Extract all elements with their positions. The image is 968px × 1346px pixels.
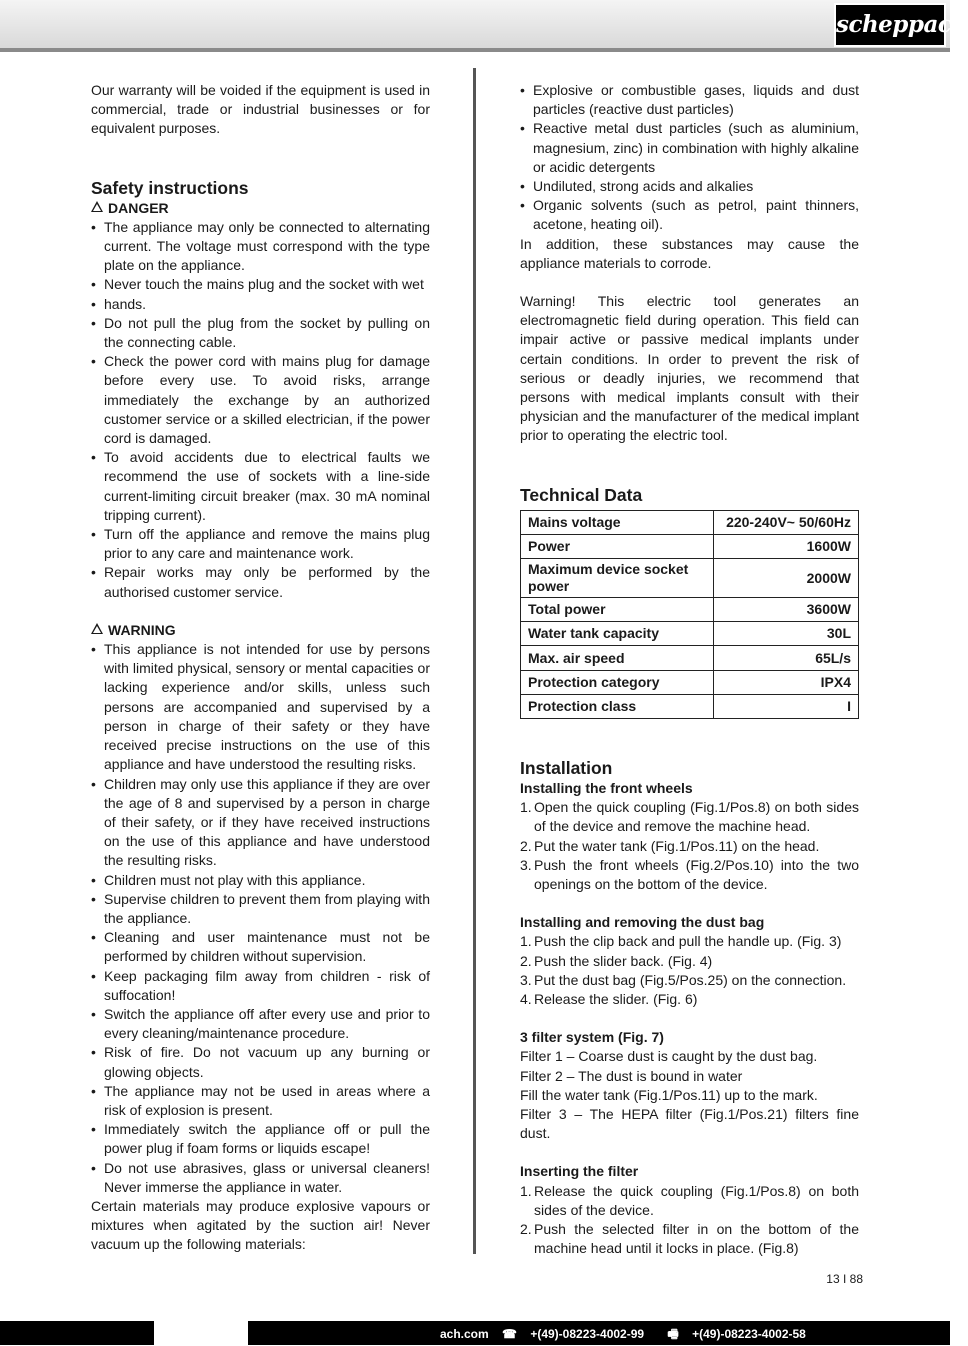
installation-title: Installation (520, 757, 613, 778)
list-item: • Organic solvents (such as petrol, paint thinners, acetone, heating oil). (520, 196, 859, 234)
list-item: • Explosive or combustible gases, liquids and dust particles (reactive dust particles) (520, 81, 859, 119)
website-link[interactable]: ach.com (440, 1327, 489, 1341)
danger-heading: DANGER (91, 199, 430, 218)
left-column (91, 81, 430, 1255)
filter-line: Filter 2 – The dust is bound in water (520, 1067, 743, 1084)
list-item: 2. Push the selected filter in on the bottom of the machine head until it locks in place. (Fig.8) (520, 1221, 859, 1257)
table-row: Protection class I (521, 694, 859, 718)
wheels-steps (520, 798, 859, 894)
list-item: 1. Release the quick coupling (Fig.1/Pos.8) on both sides of the device. (520, 1182, 859, 1218)
phone-number: +(49)-08223-4002-99 (530, 1327, 645, 1341)
list-item: 3. Put the dust bag (Fig.5/Pos.25) on the connection. (520, 971, 847, 988)
page-number: 13 I 88 (826, 1272, 863, 1286)
filter-line: Fill the water tank (Fig.1/Pos.11) up to the mark. (520, 1086, 818, 1103)
list-item: 3. Push the front wheels (Fig.2/Pos.10) into the two openings on the bottom of the device. (520, 856, 859, 892)
footer-contact (440, 1325, 826, 1346)
list-item: • Turn off the appliance and remove the mains plug prior to any care and maintenance work. (91, 525, 430, 563)
list-item: • Immediately switch the appliance off or pull the power plug if foam forms or liquids escape! (91, 1120, 430, 1158)
warning-heading: WARNING (91, 621, 430, 640)
safety-title: Safety instructions (91, 177, 249, 198)
list-item: 2. Put the water tank (Fig.1/Pos.11) on the head. (520, 837, 820, 854)
dustbag-steps (520, 932, 859, 1009)
filter-line: Filter 3 – The HEPA filter (Fig.1/Pos.21) filters fine dust. (520, 1106, 859, 1142)
warranty-text: Our warranty will be voided if the equipment is used in commercial, trade or industrial businesses or for equivalent purposes. (91, 82, 430, 137)
brand-logo: scheppach (834, 3, 946, 47)
table-row: Total power 3600W (521, 598, 859, 622)
danger-list (91, 218, 430, 602)
list-item: • Do not use abrasives, glass or universal cleaners! Never immerse the appliance in water. (91, 1159, 430, 1197)
header-rule (0, 48, 950, 52)
list-item: 1. Open the quick coupling (Fig.1/Pos.8) on both sides of the device and remove the machine head. (520, 799, 859, 835)
list-item: • Supervise children to prevent them from playing with the appliance. (91, 890, 430, 928)
warning-triangle-icon (91, 201, 103, 212)
dustbag-heading: Installing and removing the dust bag (520, 914, 765, 931)
filter-line: Filter 1 – Coarse dust is caught by the dust bag. (520, 1048, 818, 1065)
list-item: 2. Push the slider back. (Fig. 4) (520, 952, 713, 969)
fax-number: +(49)-08223-4002-58 (692, 1327, 806, 1341)
table-row: Water tank capacity 30L (521, 622, 859, 646)
list-item: • Check the power cord with mains plug for damage before every use. To avoid risks, arrange immediately the exchange by an authorized customer service or a skilled electrician, if the power cord is damaged. (91, 352, 430, 448)
warning-triangle-icon (91, 623, 103, 634)
list-item: • hands. (91, 295, 430, 314)
list-item: 1. Push the clip back and pull the handle up. (Fig. 3) (520, 933, 842, 950)
table-row: Power 1600W (521, 534, 859, 558)
tech-data-table (520, 510, 859, 719)
fax-icon: 🖷 (667, 1327, 679, 1341)
list-item: • Children may only use this appliance if they are over the age of 8 and supervised by a person in charge of their safety, or if they have received instructions on the use of this appliance and have understood the resulting risks. (91, 775, 430, 871)
wheels-heading: Installing the front wheels (520, 779, 693, 796)
list-item: • The appliance may only be connected to alternating current. The voltage must correspond with the type plate on the appliance. (91, 218, 430, 276)
list-item: • Never touch the mains plug and the socket with wet (91, 275, 430, 294)
list-item: • Undiluted, strong acids and alkalies (520, 177, 859, 196)
corrode-text: In addition, these substances may cause the appliance materials to corrode. (520, 235, 859, 271)
materials-list (520, 81, 859, 235)
list-item: • This appliance is not intended for use by persons with limited physical, sensory or mental capacities or lacking experience and/or skills, unless such persons are accompanied and supervised by a person in charge of their safety or they have received precise instructions on the use of this appliance and have understood the resulting risks. (91, 640, 430, 774)
insert-steps (520, 1182, 859, 1259)
table-row: Protection category IPX4 (521, 670, 859, 694)
right-column (520, 81, 859, 1258)
column-divider (473, 68, 476, 1254)
list-item: • To avoid accidents due to electrical faults we recommend the use of sockets with a line-side current-limiting circuit breaker (max. 30 mA nominal tripping current). (91, 448, 430, 525)
tech-data-title: Technical Data (520, 484, 643, 505)
filter-heading: 3 filter system (Fig. 7) (520, 1029, 664, 1046)
list-item: • Do not pull the plug from the socket by pulling on the connecting cable. (91, 314, 430, 352)
list-item: • Reactive metal dust particles (such as aluminium, magnesium, zinc) in combination with highly alkaline or acidic detergents (520, 119, 859, 177)
list-item: 4. Release the slider. (Fig. 6) (520, 991, 698, 1007)
table-row: Max. air speed 65L/s (521, 646, 859, 670)
list-item: • The appliance may not be used in areas where a risk of explosion is present. (91, 1082, 430, 1120)
phone-icon: ☎ (502, 1327, 517, 1341)
header-bar (0, 0, 950, 48)
list-item: • Risk of fire. Do not vacuum up any burning or glowing objects. (91, 1043, 430, 1081)
warning-list (91, 640, 430, 1197)
insert-filter-heading: Inserting the filter (520, 1163, 639, 1180)
table-row: Maximum device socket power 2000W (521, 559, 859, 598)
list-item: • Keep packaging film away from children - risk of suffocation! (91, 967, 430, 1005)
materials-intro: Certain materials may produce explosive vapours or mixtures when agitated by the suction air! Never vacuum up the following materials: (91, 1197, 430, 1253)
list-item: • Repair works may only be performed by the authorised customer service. (91, 563, 430, 601)
footer-gap (154, 1321, 248, 1345)
emf-warning: Warning! This electric tool generates an electromagnetic field during operation. This field can impair active or passive medical implants under certain conditions. In order to prevent the risk of serious or deadly injuries, we recommend that persons with medical implants consult with their physician and the manufacturer of the medical implant prior to operating the electric tool. (520, 293, 859, 444)
list-item: • Cleaning and user maintenance must not be performed by children without supervision. (91, 928, 430, 966)
list-item: • Children must not play with this appliance. (91, 871, 430, 890)
list-item: • Switch the appliance off after every use and prior to every cleaning/maintenance procedure. (91, 1005, 430, 1043)
table-row: Mains voltage 220-240V~ 50/60Hz (521, 510, 859, 534)
